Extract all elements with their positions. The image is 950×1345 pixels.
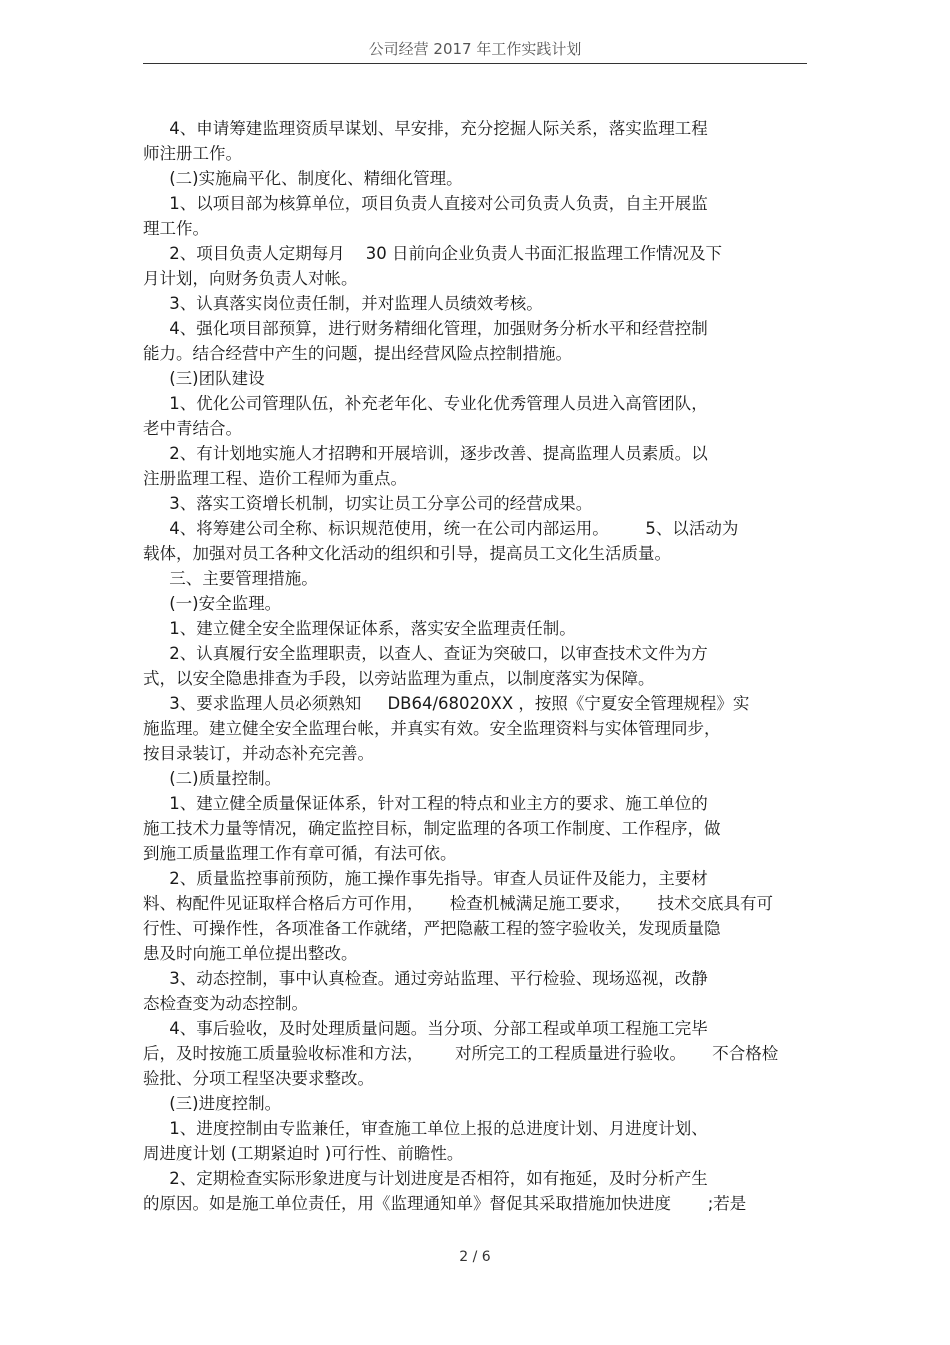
text-line: 周进度计划 (工期紧迫时 )可行性、前瞻性。 — [143, 1144, 464, 1163]
text-line: 施工技术力量等情况，确定监控目标，制定监理的各项工作制度、工作程序，做 — [143, 819, 721, 838]
text-line: 1、进度控制由专监兼任，审查施工单位上报的总进度计划、月进度计划、 — [143, 1119, 708, 1138]
text-line: 注册监理工程、造价工程师为重点。 — [143, 469, 407, 488]
text-line: 1、建立健全安全监理保证体系，落实安全监理责任制。 — [143, 619, 576, 638]
text-line: (三)团队建设 — [143, 369, 265, 388]
text-line: 能力。结合经营中产生的问题，提出经营风险点控制措施。 — [143, 344, 572, 363]
text-line: 2、认真履行安全监理职责，以查人、查证为突破口，以审查技术文件为方 — [143, 644, 708, 663]
text-line: 患及时向施工单位提出整改。 — [143, 944, 358, 963]
page-number: 2 / 6 — [459, 1249, 491, 1265]
text-line: 2、质量监控事前预防，施工操作事先指导。审查人员证件及能力，主要材 — [143, 869, 708, 888]
text-line: 4、强化项目部预算，进行财务精细化管理，加强财务分析水平和经营控制 — [143, 319, 708, 338]
text-line: (三)进度控制。 — [143, 1094, 282, 1113]
text-line: 的原因。如是施工单位责任，用《监理通知单》督促其采取措施加快进度 ;若是 — [143, 1194, 747, 1213]
text-line: 三、主要管理措施。 — [143, 569, 318, 588]
text-line: 4、申请筹建监理资质早谋划、早安排，充分挖掘人际关系，落实监理工程 — [143, 119, 708, 138]
text-line: 1、建立健全质量保证体系，针对工程的特点和业主方的要求、施工单位的 — [143, 794, 708, 813]
text-line: 3、动态控制，事中认真检查。通过旁站监理、平行检验、现场巡视，改静 — [143, 969, 708, 988]
text-line: 行性、可操作性，各项准备工作就绪，严把隐蔽工程的签字验收关，发现质量隐 — [143, 919, 721, 938]
text-line: 3、认真落实岗位责任制，并对监理人员绩效考核。 — [143, 294, 543, 313]
text-line: 理工作。 — [143, 219, 209, 238]
header-rule — [143, 63, 807, 64]
text-line: 师注册工作。 — [143, 144, 242, 163]
text-line: (二)实施扁平化、制度化、精细化管理。 — [143, 169, 463, 188]
text-line: 月计划，向财务负责人对帐。 — [143, 269, 358, 288]
text-line: 4、将筹建公司全称、标识规范使用，统一在公司内部运用。 5、以活动为 — [143, 519, 739, 538]
text-line: 验批、分项工程坚决要求整改。 — [143, 1069, 374, 1088]
text-line: 2、定期检查实际形象进度与计划进度是否相符，如有拖延，及时分析产生 — [143, 1169, 708, 1188]
page-header: 公司经营 2017 年工作实践计划 — [368, 40, 582, 58]
text-line: 1、以项目部为核算单位，项目负责人直接对公司负责人负责，自主开展监 — [143, 194, 708, 213]
text-line: 4、事后验收，及时处理质量问题。当分项、分部工程或单项工程施工完毕 — [143, 1019, 708, 1038]
text-line: 料、构配件见证取样合格后方可作用， 检查机械满足施工要求， 技术交底具有可 — [143, 894, 773, 913]
document-body — [143, 116, 813, 1216]
text-line: 到施工质量监理工作有章可循，有法可依。 — [143, 844, 457, 863]
text-line: 3、要求监理人员必须熟知 DB64/68020XX ，按照《宁夏安全管理规程》实 — [143, 694, 750, 713]
text-line: 2、项目负责人定期每月 30 日前向企业负责人书面汇报监理工作情况及下 — [143, 244, 722, 263]
text-line: 载体，加强对员工各种文化活动的组织和引导，提高员工文化生活质量。 — [143, 544, 671, 563]
text-line: 施监理。建立健全安全监理台帐，并真实有效。安全监理资料与实体管理同步， — [143, 719, 721, 738]
text-line: 2、有计划地实施人才招聘和开展培训，逐步改善、提高监理人员素质。以 — [143, 444, 708, 463]
text-line: (一)安全监理。 — [143, 594, 282, 613]
text-line: 3、落实工资增长机制，切实让员工分享公司的经营成果。 — [143, 494, 593, 513]
text-line: (二)质量控制。 — [143, 769, 282, 788]
text-line: 老中青结合。 — [143, 419, 242, 438]
text-line: 1、优化公司管理队伍，补充老年化、专业化优秀管理人员进入高管团队， — [143, 394, 708, 413]
text-line: 后，及时按施工质量验收标准和方法， 对所完工的工程质量进行验收。 不合格检 — [143, 1044, 779, 1063]
text-line: 式，以安全隐患排查为手段，以旁站监理为重点，以制度落实为保障。 — [143, 669, 655, 688]
text-line: 态检查变为动态控制。 — [143, 994, 308, 1013]
text-line: 按目录装订，并动态补充完善。 — [143, 744, 374, 763]
